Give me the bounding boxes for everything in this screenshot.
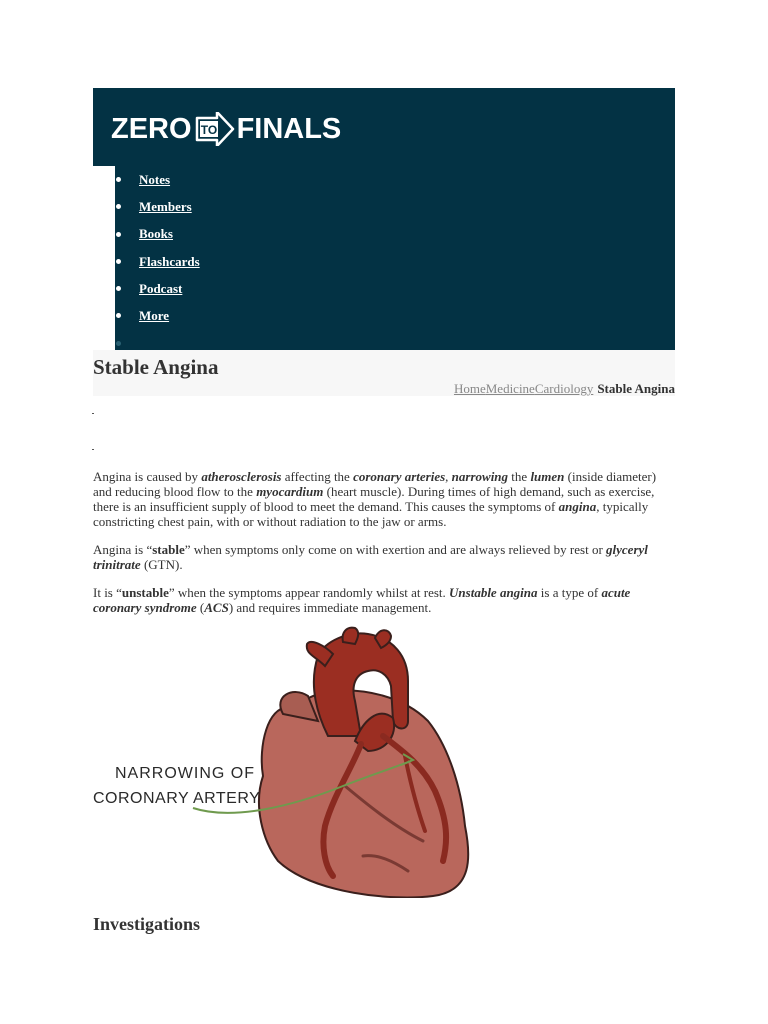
nav-link-members[interactable]: Members — [139, 198, 192, 214]
page-title: Stable Angina — [93, 355, 219, 379]
svg-text:TO: TO — [200, 123, 217, 137]
breadcrumb-home[interactable]: Home — [453, 381, 486, 396]
nav-item-notes — [115, 166, 200, 193]
nav-item-flashcards — [115, 248, 200, 275]
nav-item-books — [115, 221, 200, 248]
nav-link-books[interactable]: Books — [139, 226, 173, 242]
bullet-icon — [116, 259, 121, 264]
logo-arrow-icon — [195, 112, 235, 146]
paragraph-stable: Angina is “stable” when symptoms only come on with exertion and are always relieved by rest or glyceryl trinitrate (GTN). — [93, 542, 648, 572]
nav-link-notes[interactable]: Notes — [139, 171, 171, 187]
figure-label-line2: CORONARY ARTERY — [93, 790, 261, 807]
breadcrumb-medicine[interactable]: Medicine — [485, 381, 535, 396]
figure-label-line1: NARROWING OF — [115, 765, 255, 782]
site-logo[interactable] — [111, 112, 341, 146]
logo-text-finals: FINALS — [236, 112, 342, 145]
logo-text-zero: ZERO — [111, 112, 192, 145]
stray-dot — [92, 413, 94, 414]
main-nav — [115, 166, 200, 357]
breadcrumb — [454, 381, 675, 397]
nav-item-podcast — [115, 275, 200, 302]
bullet-icon — [116, 232, 121, 237]
bullet-icon — [116, 177, 121, 182]
nav-item-more — [115, 302, 200, 329]
nav-link-podcast[interactable]: Podcast — [139, 280, 183, 296]
heart-illustration — [93, 626, 483, 898]
header-strip — [93, 166, 115, 350]
nav-item-members — [115, 193, 200, 220]
breadcrumb-cardiology[interactable]: Cardiology — [534, 381, 594, 396]
paragraph-unstable: It is “unstable” when the symptoms appear randomly whilst at rest. Unstable angina is a type of acute coronary syndrome (ACS) and requires immediate management. — [93, 585, 631, 615]
bullet-icon — [116, 313, 121, 318]
breadcrumb-current: Stable Angina — [597, 381, 675, 396]
bullet-icon — [116, 204, 121, 209]
section-heading-investigations: Investigations — [93, 914, 201, 934]
paragraph-causes: Angina is caused by atherosclerosis affecting the coronary arteries, narrowing the lumen (inside diameter) and reducing blood flow to the myocardium (heart muscle). During times of high demand, such as exercise, there is an insufficient supply of blood to meet the demand. This causes the symptoms of angina, typically constricting chest pain, with or without radiation to the jaw or arms. — [93, 469, 657, 529]
bullet-icon — [116, 341, 121, 346]
stray-dot — [92, 449, 94, 450]
bullet-icon — [116, 286, 121, 291]
nav-link-flashcards[interactable]: Flashcards — [139, 253, 200, 269]
nav-link-more[interactable]: More — [139, 308, 170, 324]
